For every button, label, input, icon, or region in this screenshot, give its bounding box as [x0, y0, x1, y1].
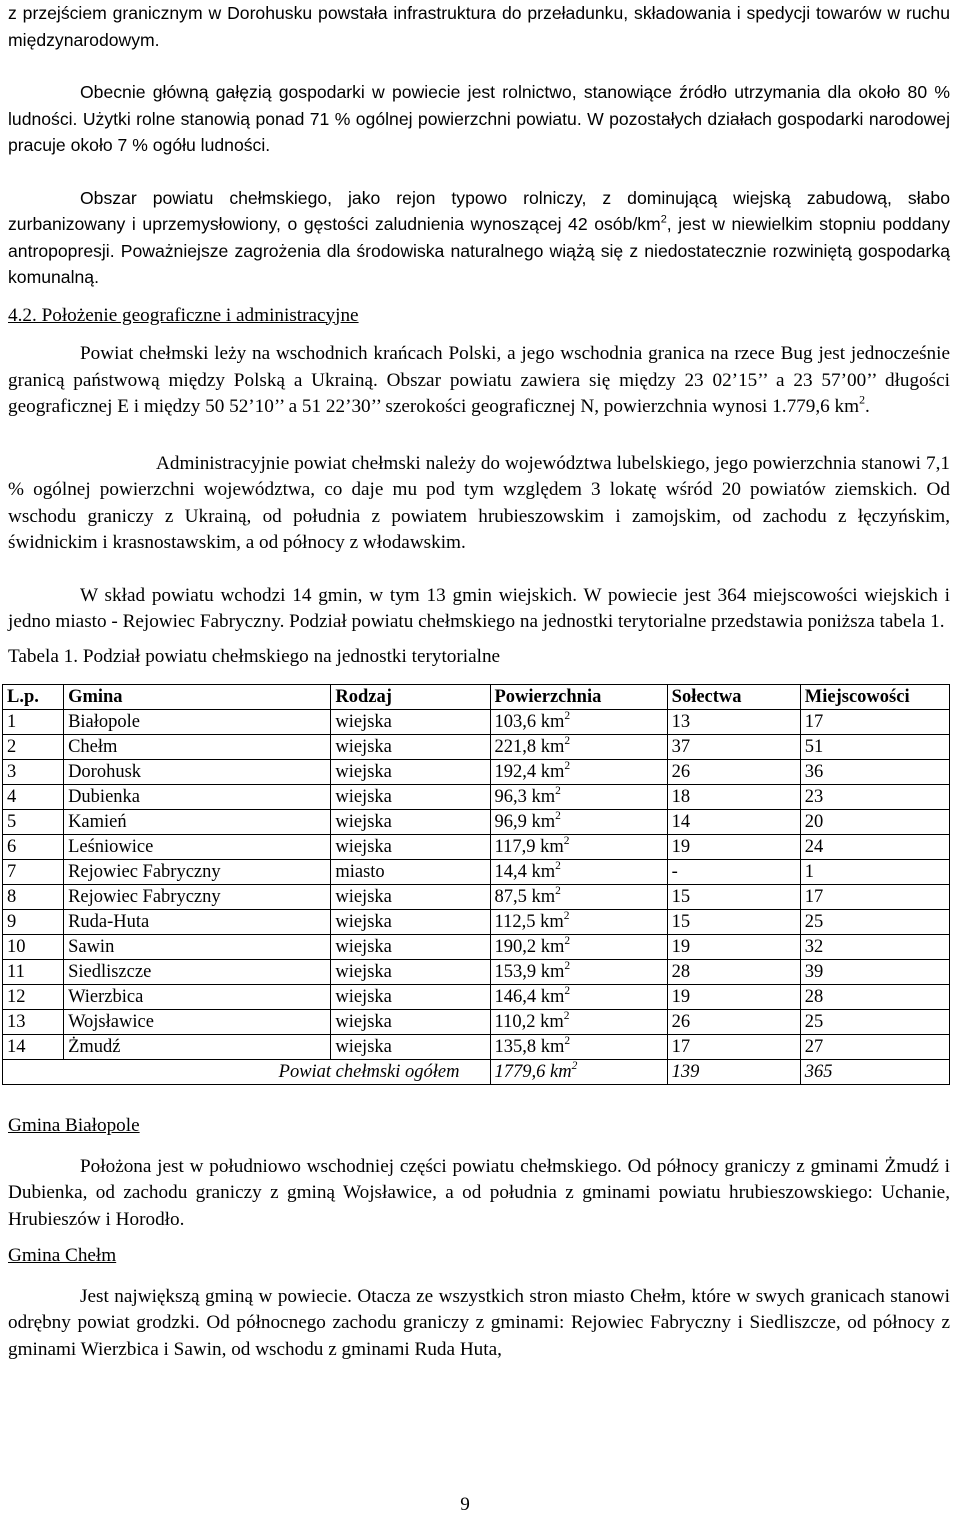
intro-paragraph-3-part-b: , jest w niewielkim stopniu poddany antropopresji. Poważniejsze zagrożenia dla środowiska naturalnego wiążą się z niedostatecznie rozwiniętą gospodarką komunalną. [8, 214, 950, 287]
cell-gmina: Leśniowice [64, 835, 331, 860]
cell-miejscowosci: 1 [800, 860, 949, 885]
territorial-units-table [2, 684, 950, 1085]
area-unit-superscript: 2 [555, 784, 561, 797]
cell-rodzaj: wiejska [331, 1035, 490, 1060]
table-row [3, 1035, 950, 1060]
area-unit: km [550, 1061, 572, 1082]
section-paragraph-2: Administracyjnie powiat chełmski należy do województwa lubelskiego, jego powierzchnia stanowi 7,1 % ogólnej powierzchni województwa, co daje mu pod tym względem 3 lokatę wśród 20 powiatów ziemskich. Od wschodu graniczy z Ukrainą, od południa z powiatem hrubieszowskim i zamojskim, od zachodu z łęczyńskim, świdnickim i krasnostawskim, a od północy z włodawskim. [8, 452, 950, 553]
header-solectwa: Sołectwa [667, 685, 800, 710]
cell-gmina: Chełm [64, 735, 331, 760]
cell-gmina: Białopole [64, 710, 331, 735]
cell-solectwa: 13 [667, 710, 800, 735]
cell-rodzaj: wiejska [331, 810, 490, 835]
cell-solectwa: 19 [667, 935, 800, 960]
area-value: 112,5 [494, 911, 536, 932]
area-value: 153,9 [494, 961, 537, 982]
cell-rodzaj: miasto [331, 860, 490, 885]
area-unit-superscript: 2 [555, 809, 561, 822]
cell-lp: 3 [3, 760, 64, 785]
cell-rodzaj: wiejska [331, 785, 490, 810]
gmina-bialopole-text: Położona jest w południowo wschodniej części powiatu chełmskiego. Od północy graniczy z gminami Żmudź i Dubienka, od zachodu graniczy z gminą Wojsławice, a od południa z gminami powiatu hrubieszowskiego: Uchanie, Hrubieszów i Horodło. [8, 1155, 950, 1230]
header-powierzchnia: Powierzchnia [490, 685, 667, 710]
cell-powierzchnia [490, 910, 667, 935]
gmina-chelm-text: Jest największą gminą w powiecie. Otacza ze wszystkich stron miasto Chełm, które w swych granicach stanowi odrębny powiat grodzki. Od północnego zachodu graniczy z gminami: Rejowiec Fabryczny i Siedliszcze, od północy z gminami Wierzbica i Sawin, od wschodu z gminami Ruda Huta, [8, 1285, 950, 1360]
table-row [3, 710, 950, 735]
area-unit-superscript: 2 [563, 1009, 570, 1022]
table-row [3, 935, 950, 960]
cell-powierzchnia [490, 710, 667, 735]
area-value: 146,4 [494, 986, 537, 1007]
area-unit-superscript: 2 [564, 759, 571, 772]
area-unit: km [540, 1036, 565, 1057]
table-caption: Tabela 1. Podział powiatu chełmskiego na jednostki terytorialne [8, 645, 501, 667]
cell-gmina: Rejowiec Fabryczny [64, 860, 331, 885]
cell-solectwa: - [667, 860, 800, 885]
section-paragraph-3: W skład powiatu wchodzi 14 gmin, w tym 13 gmin wiejskich. W powiecie jest 364 miejscowości wiejskich i jedno miasto - Rejowiec Fabryczny. Podział powiatu chełmskiego na jednostki terytorialne przedstawia poniższa tabela 1. [8, 584, 950, 632]
area-unit-superscript: 2 [564, 959, 571, 972]
page-number: 9 [460, 1494, 470, 1515]
area-unit-superscript: 2 [563, 909, 570, 922]
cell-solectwa: 26 [667, 1010, 800, 1035]
cell-gmina: Wojsławice [64, 1010, 331, 1035]
cell-rodzaj: wiejska [331, 735, 490, 760]
table-row [3, 960, 950, 985]
table-header-row [3, 685, 950, 710]
cell-rodzaj: wiejska [331, 985, 490, 1010]
gmina-bialopole-heading: Gmina Białopole [8, 1115, 140, 1136]
area-unit: km [540, 961, 565, 982]
area-value: 117,9 [494, 836, 536, 857]
table-body [3, 710, 950, 1085]
cell-miejscowosci: 17 [800, 885, 949, 910]
document-page [8, 0, 950, 1363]
cell-rodzaj: wiejska [331, 760, 490, 785]
intro-paragraph-3 [8, 185, 950, 291]
cell-lp: 11 [3, 960, 64, 985]
area-value: 14,4 [494, 861, 527, 882]
cell-gmina: Kamień [64, 810, 331, 835]
area-value: 135,8 [494, 1036, 537, 1057]
cell-lp: 6 [3, 835, 64, 860]
area-unit: km [540, 836, 564, 857]
area-unit-superscript: 2 [564, 734, 571, 747]
area-unit: km [540, 1011, 564, 1032]
area-unit-superscript: 2 [564, 934, 571, 947]
area-unit-superscript: 2 [564, 984, 571, 997]
table-row [3, 785, 950, 810]
cell-rodzaj: wiejska [331, 910, 490, 935]
cell-solectwa: 15 [667, 910, 800, 935]
cell-powierzchnia [490, 960, 667, 985]
superscript: 2 [660, 213, 667, 226]
section-paragraph-1-part-b: . [865, 396, 870, 417]
cell-gmina: Żmudź [64, 1035, 331, 1060]
cell-solectwa: 19 [667, 835, 800, 860]
cell-powierzchnia [490, 760, 667, 785]
gmina-chelm-heading: Gmina Chełm [8, 1245, 117, 1266]
table-total-row [3, 1060, 950, 1085]
cell-total-label: Powiat chełmski ogółem [3, 1060, 491, 1085]
area-unit: km [540, 911, 564, 932]
area-unit: km [540, 761, 565, 782]
cell-lp: 9 [3, 910, 64, 935]
cell-gmina: Ruda-Huta [64, 910, 331, 935]
area-value: 192,4 [494, 761, 537, 782]
intro-paragraph-1: z przejściem granicznym w Dorohusku powstała infrastruktura do przeładunku, składowania i spedycji towarów w ruchu międzynarodowym. [8, 3, 950, 50]
cell-solectwa: 19 [667, 985, 800, 1010]
cell-lp: 7 [3, 860, 64, 885]
cell-powierzchnia [490, 935, 667, 960]
area-unit: km [540, 736, 565, 757]
area-unit: km [531, 861, 556, 882]
area-value: 87,5 [494, 886, 527, 907]
area-unit: km [531, 811, 556, 832]
cell-powierzchnia [490, 1010, 667, 1035]
cell-total-powierzchnia [490, 1060, 667, 1085]
header-rodzaj: Rodzaj [331, 685, 490, 710]
cell-miejscowosci: 27 [800, 1035, 949, 1060]
cell-gmina: Dubienka [64, 785, 331, 810]
cell-gmina: Siedliszcze [64, 960, 331, 985]
cell-lp: 4 [3, 785, 64, 810]
cell-solectwa: 37 [667, 735, 800, 760]
section-paragraph-1 [8, 341, 950, 421]
cell-solectwa: 15 [667, 885, 800, 910]
cell-solectwa: 14 [667, 810, 800, 835]
cell-powierzchnia [490, 885, 667, 910]
table-row [3, 735, 950, 760]
table-row [3, 985, 950, 1010]
section-paragraph-1-part-a: Powiat chełmski leży na wschodnich krańcach Polski, a jego wschodnia granica na rzece Bug jest jednocześnie granicą państwową między Polską a Ukrainą. Obszar powiatu zawiera się między 23 02’15’’ a 23 57’00’’ długości geograficznej E i między 50 52’10’’ a 51 22’30’’ szerokości geograficznej N, powierzchnia wynosi 1.779,6 km [8, 343, 950, 417]
table-row [3, 835, 950, 860]
cell-miejscowosci: 32 [800, 935, 949, 960]
cell-rodzaj: wiejska [331, 935, 490, 960]
cell-gmina: Wierzbica [64, 985, 331, 1010]
header-miejscowosci: Miejscowości [800, 685, 949, 710]
cell-powierzchnia [490, 860, 667, 885]
table-row [3, 910, 950, 935]
cell-rodzaj: wiejska [331, 885, 490, 910]
cell-powierzchnia [490, 835, 667, 860]
cell-lp: 8 [3, 885, 64, 910]
cell-total-solectwa: 139 [667, 1060, 800, 1085]
cell-lp: 5 [3, 810, 64, 835]
area-value: 96,3 [494, 786, 527, 807]
area-unit-superscript: 2 [571, 1059, 578, 1072]
area-unit: km [531, 786, 556, 807]
area-value: 110,2 [494, 1011, 536, 1032]
area-unit-superscript: 2 [555, 859, 561, 872]
cell-lp: 12 [3, 985, 64, 1010]
cell-miejscowosci: 23 [800, 785, 949, 810]
area-unit: km [540, 711, 565, 732]
cell-gmina: Sawin [64, 935, 331, 960]
cell-miejscowosci: 51 [800, 735, 949, 760]
cell-lp: 2 [3, 735, 64, 760]
cell-miejscowosci: 39 [800, 960, 949, 985]
intro-paragraph-2: Obecnie główną gałęzią gospodarki w powiecie jest rolnictwo, stanowiące źródło utrzymania dla około 80 % ludności. Użytki rolne stanowią ponad 71 % ogólnej powierzchni powiatu. W pozostałych działach gospodarki narodowej pracuje około 7 % ogółu ludności. [8, 82, 950, 155]
cell-miejscowosci: 25 [800, 910, 949, 935]
table-row [3, 810, 950, 835]
table-row [3, 1010, 950, 1035]
cell-total-miejscowosci: 365 [800, 1060, 949, 1085]
cell-rodzaj: wiejska [331, 710, 490, 735]
area-unit-superscript: 2 [555, 884, 561, 897]
area-value: 1779,6 [494, 1061, 546, 1082]
cell-powierzchnia [490, 810, 667, 835]
cell-solectwa: 26 [667, 760, 800, 785]
area-unit: km [540, 986, 565, 1007]
area-unit: km [540, 936, 565, 957]
area-unit: km [531, 886, 556, 907]
cell-lp: 10 [3, 935, 64, 960]
cell-lp: 13 [3, 1010, 64, 1035]
cell-gmina: Rejowiec Fabryczny [64, 885, 331, 910]
area-unit-superscript: 2 [564, 709, 571, 722]
area-value: 103,6 [494, 711, 537, 732]
table-row [3, 760, 950, 785]
cell-powierzchnia [490, 785, 667, 810]
cell-rodzaj: wiejska [331, 835, 490, 860]
area-value: 96,9 [494, 811, 527, 832]
section-heading: 4.2. Położenie geograficzne i administracyjne [8, 304, 359, 326]
area-value: 221,8 [494, 736, 537, 757]
cell-powierzchnia [490, 985, 667, 1010]
intro-paragraph-3-part-a: Obszar powiatu chełmskiego, jako rejon typowo rolniczy, z dominującą wiejską zabudową, słabo zurbanizowany i uprzemysłowiony, o gęstości zaludnienia wynoszącej 42 osób/km [8, 187, 950, 234]
cell-miejscowosci: 25 [800, 1010, 949, 1035]
header-lp: L.p. [3, 685, 64, 710]
superscript: 2 [859, 392, 866, 407]
cell-miejscowosci: 36 [800, 760, 949, 785]
cell-miejscowosci: 20 [800, 810, 949, 835]
table-row [3, 860, 950, 885]
header-gmina: Gmina [64, 685, 331, 710]
table-row [3, 885, 950, 910]
cell-solectwa: 18 [667, 785, 800, 810]
area-value: 190,2 [494, 936, 537, 957]
area-unit-superscript: 2 [564, 1034, 571, 1047]
cell-rodzaj: wiejska [331, 1010, 490, 1035]
area-unit-superscript: 2 [563, 834, 570, 847]
cell-powierzchnia [490, 735, 667, 760]
cell-rodzaj: wiejska [331, 960, 490, 985]
cell-miejscowosci: 28 [800, 985, 949, 1010]
cell-miejscowosci: 17 [800, 710, 949, 735]
cell-solectwa: 28 [667, 960, 800, 985]
cell-lp: 1 [3, 710, 64, 735]
cell-lp: 14 [3, 1035, 64, 1060]
cell-gmina: Dorohusk [64, 760, 331, 785]
cell-miejscowosci: 24 [800, 835, 949, 860]
cell-powierzchnia [490, 1035, 667, 1060]
cell-solectwa: 17 [667, 1035, 800, 1060]
